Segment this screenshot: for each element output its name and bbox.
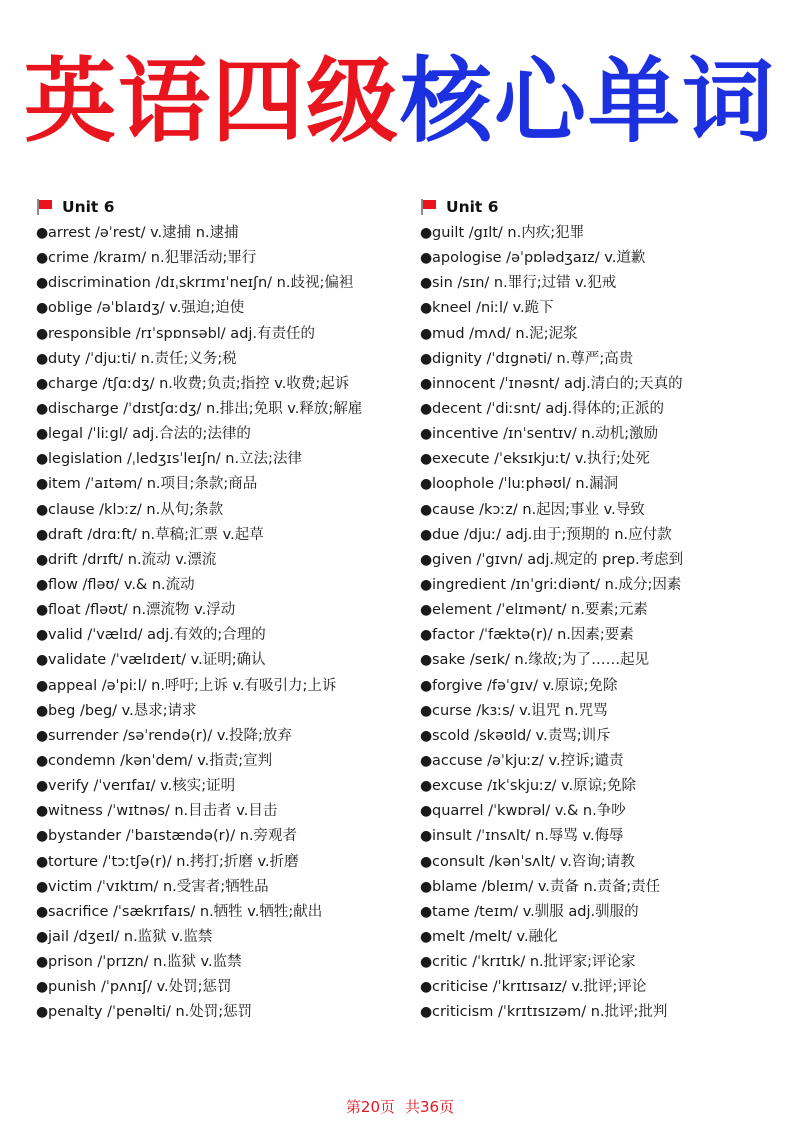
word-entry: drift /drɪft/ n.流动 v.漂流 bbox=[48, 551, 217, 568]
bullet-icon: ● bbox=[36, 476, 49, 493]
bullet-icon: ● bbox=[420, 426, 433, 443]
bullet-icon: ● bbox=[420, 878, 433, 895]
word-entry: cause /kɔːz/ n.起因;事业 v.导致 bbox=[432, 501, 645, 518]
unit-heading-left bbox=[36, 196, 416, 218]
word-entry: curse /kɜːs/ v.诅咒 n.咒骂 bbox=[432, 702, 608, 719]
title-red-part: 英语四级 bbox=[23, 48, 400, 155]
unit-label: Unit 6 bbox=[62, 198, 115, 216]
bullet-icon: ● bbox=[420, 778, 433, 795]
bullet-icon: ● bbox=[36, 275, 49, 292]
word-entry: ingredient /ɪnˈgriːdiənt/ n.成分;因素 bbox=[432, 576, 682, 593]
word-entry: critic /ˈkrɪtɪk/ n.批评家;评论家 bbox=[432, 954, 636, 971]
list-item bbox=[36, 422, 416, 447]
bullet-icon: ● bbox=[36, 426, 49, 443]
list-item bbox=[420, 850, 800, 875]
list-item bbox=[420, 623, 800, 648]
list-item bbox=[36, 925, 416, 950]
word-entry: beg /beg/ v.恳求;请求 bbox=[48, 702, 197, 719]
list-item bbox=[36, 372, 416, 397]
page-total: 共36页 bbox=[405, 1098, 455, 1116]
bullet-icon: ● bbox=[36, 752, 49, 769]
bullet-icon: ● bbox=[420, 702, 433, 719]
word-entry: consult /kənˈsʌlt/ v.咨询;请教 bbox=[432, 853, 635, 870]
bullet-icon: ● bbox=[420, 250, 433, 267]
list-item bbox=[420, 271, 800, 296]
word-entry: validate /ˈvælɪdeɪt/ v.证明;确认 bbox=[48, 652, 266, 669]
list-item bbox=[36, 397, 416, 422]
list-item bbox=[420, 472, 800, 497]
word-entry: criticism /ˈkrɪtɪsɪzəm/ n.批评;批判 bbox=[432, 1004, 668, 1021]
bullet-icon: ● bbox=[420, 652, 433, 669]
word-entry: crime /kraɪm/ n.犯罪活动;罪行 bbox=[48, 250, 257, 267]
word-entry: scold /skəʊld/ v.责骂;训斥 bbox=[432, 727, 611, 744]
list-item bbox=[420, 221, 800, 246]
list-item bbox=[420, 824, 800, 849]
list-item bbox=[420, 975, 800, 1000]
bullet-icon: ● bbox=[420, 526, 433, 543]
list-item bbox=[36, 623, 416, 648]
list-item bbox=[36, 674, 416, 699]
word-entry: verify /ˈverɪfaɪ/ v.核实;证明 bbox=[48, 778, 236, 795]
bullet-icon: ● bbox=[36, 350, 49, 367]
red-flag-icon bbox=[36, 199, 54, 215]
word-entry: guilt /gɪlt/ n.内疚;犯罪 bbox=[432, 225, 585, 241]
word-entry: penalty /ˈpenəlti/ n.处罚;惩罚 bbox=[48, 1004, 253, 1021]
bullet-icon: ● bbox=[420, 727, 433, 744]
list-item bbox=[420, 372, 800, 397]
list-item bbox=[420, 296, 800, 321]
list-item bbox=[36, 347, 416, 372]
bullet-icon: ● bbox=[420, 325, 433, 342]
bullet-icon: ● bbox=[420, 1004, 433, 1021]
list-item bbox=[420, 322, 800, 347]
word-entry: dignity /ˈdɪgnəti/ n.尊严;高贵 bbox=[432, 350, 634, 367]
right-column bbox=[420, 196, 800, 1026]
word-entry: appeal /əˈpiːl/ n.呼吁;上诉 v.有吸引力;上诉 bbox=[48, 677, 337, 694]
list-item bbox=[36, 523, 416, 548]
word-list-left bbox=[36, 221, 416, 1026]
list-item bbox=[420, 422, 800, 447]
word-entry: loophole /ˈluːphəʊl/ n.漏洞 bbox=[432, 476, 619, 493]
word-entry: valid /ˈvælɪd/ adj.有效的;合理的 bbox=[48, 627, 266, 644]
word-entry: torture /ˈtɔːtʃə(r)/ n.拷打;折磨 v.折磨 bbox=[48, 853, 299, 870]
word-entry: sin /sɪn/ n.罪行;过错 v.犯戒 bbox=[432, 275, 617, 292]
bullet-icon: ● bbox=[420, 828, 433, 845]
list-item bbox=[420, 648, 800, 673]
list-item bbox=[36, 850, 416, 875]
bullet-icon: ● bbox=[36, 727, 49, 744]
list-item bbox=[420, 724, 800, 749]
word-entry: sacrifice /ˈsækrɪfaɪs/ n.牺牲 v.牺牲;献出 bbox=[48, 903, 323, 920]
word-entry: apologise /əˈpɒlədʒaɪz/ v.道歉 bbox=[432, 250, 646, 267]
left-column bbox=[36, 196, 416, 1026]
word-entry: kneel /niːl/ v.跪下 bbox=[432, 300, 554, 317]
list-item bbox=[36, 447, 416, 472]
word-entry: forgive /fəˈgɪv/ v.原谅;免除 bbox=[432, 677, 618, 694]
list-item bbox=[36, 774, 416, 799]
list-item bbox=[420, 598, 800, 623]
list-item bbox=[420, 246, 800, 271]
bullet-icon: ● bbox=[420, 300, 433, 317]
bullet-icon: ● bbox=[36, 602, 49, 619]
list-item bbox=[420, 950, 800, 975]
bullet-icon: ● bbox=[36, 225, 49, 241]
word-entry: criticise /ˈkrɪtɪsaɪz/ v.批评;评论 bbox=[432, 979, 647, 996]
list-item bbox=[36, 1000, 416, 1025]
page-footer bbox=[0, 1096, 800, 1117]
bullet-icon: ● bbox=[420, 979, 433, 996]
page-title bbox=[0, 42, 800, 162]
list-item bbox=[36, 975, 416, 1000]
word-entry: float /fləʊt/ n.漂流物 v.浮动 bbox=[48, 602, 236, 619]
word-entry: insult /ˈɪnsʌlt/ n.辱骂 v.侮辱 bbox=[432, 828, 624, 845]
word-entry: legal /ˈliːgl/ adj.合法的;法律的 bbox=[48, 426, 251, 443]
red-flag-icon bbox=[420, 199, 438, 215]
bullet-icon: ● bbox=[420, 501, 433, 518]
bullet-icon: ● bbox=[420, 476, 433, 493]
word-entry: flow /fləʊ/ v.& n.流动 bbox=[48, 576, 195, 593]
bullet-icon: ● bbox=[420, 954, 433, 971]
word-entry: responsible /rɪˈspɒnsəbl/ adj.有责任的 bbox=[48, 325, 316, 342]
bullet-icon: ● bbox=[36, 903, 49, 920]
word-entry: surrender /səˈrendə(r)/ v.投降;放弃 bbox=[48, 727, 292, 744]
word-entry: charge /tʃɑːdʒ/ n.收费;负责;指控 v.收费;起诉 bbox=[48, 375, 350, 392]
bullet-icon: ● bbox=[36, 652, 49, 669]
list-item bbox=[420, 347, 800, 372]
word-entry: oblige /əˈblaɪdʒ/ v.强迫;迫使 bbox=[48, 300, 245, 317]
list-item bbox=[36, 573, 416, 598]
list-item bbox=[420, 498, 800, 523]
bullet-icon: ● bbox=[36, 627, 49, 644]
list-item bbox=[420, 573, 800, 598]
bullet-icon: ● bbox=[420, 551, 433, 568]
list-item bbox=[420, 1000, 800, 1025]
bullet-icon: ● bbox=[36, 375, 49, 392]
bullet-icon: ● bbox=[36, 828, 49, 845]
word-entry: decent /ˈdiːsnt/ adj.得体的;正派的 bbox=[432, 400, 665, 417]
list-item bbox=[420, 875, 800, 900]
bullet-icon: ● bbox=[420, 275, 433, 292]
bullet-icon: ● bbox=[420, 375, 433, 392]
bullet-icon: ● bbox=[36, 250, 49, 267]
word-entry: condemn /kənˈdem/ v.指责;宣判 bbox=[48, 752, 273, 769]
bullet-icon: ● bbox=[420, 752, 433, 769]
word-entry: duty /ˈdjuːti/ n.责任;义务;税 bbox=[48, 350, 237, 367]
bullet-icon: ● bbox=[420, 576, 433, 593]
word-entry: blame /bleɪm/ v.责备 n.责备;责任 bbox=[432, 878, 661, 895]
list-item bbox=[36, 699, 416, 724]
bullet-icon: ● bbox=[36, 928, 49, 945]
list-item bbox=[420, 699, 800, 724]
word-entry: innocent /ˈɪnəsnt/ adj.清白的;天真的 bbox=[432, 375, 683, 392]
bullet-icon: ● bbox=[36, 400, 49, 417]
word-entry: execute /ˈeksɪkjuːt/ v.执行;处死 bbox=[432, 451, 650, 468]
bullet-icon: ● bbox=[36, 501, 49, 518]
unit-label: Unit 6 bbox=[446, 198, 499, 216]
list-item bbox=[36, 322, 416, 347]
list-item bbox=[36, 648, 416, 673]
bullet-icon: ● bbox=[420, 350, 433, 367]
list-item bbox=[36, 900, 416, 925]
bullet-icon: ● bbox=[420, 803, 433, 820]
word-entry: arrest /əˈrest/ v.逮捕 n.逮捕 bbox=[48, 225, 239, 241]
bullet-icon: ● bbox=[420, 627, 433, 644]
bullet-icon: ● bbox=[36, 451, 49, 468]
list-item bbox=[36, 271, 416, 296]
word-entry: victim /ˈvɪktɪm/ n.受害者;牺牲品 bbox=[48, 878, 269, 895]
list-item bbox=[36, 749, 416, 774]
bullet-icon: ● bbox=[420, 451, 433, 468]
bullet-icon: ● bbox=[420, 602, 433, 619]
list-item bbox=[36, 875, 416, 900]
word-entry: accuse /əˈkjuːz/ v.控诉;谴责 bbox=[432, 752, 624, 769]
list-item bbox=[420, 749, 800, 774]
word-entry: bystander /ˈbaɪstændə(r)/ n.旁观者 bbox=[48, 828, 298, 845]
title-blue-part: 核心单词 bbox=[400, 48, 777, 155]
word-entry: melt /melt/ v.融化 bbox=[432, 928, 558, 945]
word-entry: incentive /ɪnˈsentɪv/ n.动机;激励 bbox=[432, 426, 659, 443]
list-item bbox=[420, 799, 800, 824]
list-item bbox=[36, 296, 416, 321]
unit-heading-right bbox=[420, 196, 800, 218]
list-item bbox=[36, 824, 416, 849]
bullet-icon: ● bbox=[36, 979, 49, 996]
list-item bbox=[36, 724, 416, 749]
list-item bbox=[36, 498, 416, 523]
list-item bbox=[420, 674, 800, 699]
word-entry: prison /ˈprɪzn/ n.监狱 v.监禁 bbox=[48, 954, 242, 971]
word-entry: legislation /ˌledʒɪsˈleɪʃn/ n.立法;法律 bbox=[48, 451, 302, 468]
list-item bbox=[36, 246, 416, 271]
bullet-icon: ● bbox=[420, 903, 433, 920]
bullet-icon: ● bbox=[36, 300, 49, 317]
list-item bbox=[420, 900, 800, 925]
list-item bbox=[36, 598, 416, 623]
bullet-icon: ● bbox=[420, 225, 433, 241]
word-entry: sake /seɪk/ n.缘故;为了……起见 bbox=[432, 652, 650, 669]
bullet-icon: ● bbox=[36, 778, 49, 795]
list-item bbox=[36, 950, 416, 975]
bullet-icon: ● bbox=[36, 677, 49, 694]
list-item bbox=[420, 925, 800, 950]
word-entry: item /ˈaɪtəm/ n.项目;条款;商品 bbox=[48, 476, 258, 493]
word-entry: excuse /ɪkˈskjuːz/ v.原谅;免除 bbox=[432, 778, 637, 795]
word-entry: tame /teɪm/ v.驯服 adj.驯服的 bbox=[432, 903, 639, 920]
word-entry: punish /ˈpʌnɪʃ/ v.处罚;惩罚 bbox=[48, 979, 232, 996]
bullet-icon: ● bbox=[420, 853, 433, 870]
list-item bbox=[420, 548, 800, 573]
bullet-icon: ● bbox=[36, 878, 49, 895]
word-entry: discharge /ˈdɪstʃɑːdʒ/ n.排出;免职 v.释放;解雇 bbox=[48, 400, 363, 417]
word-entry: witness /ˈwɪtnəs/ n.目击者 v.目击 bbox=[48, 803, 278, 820]
list-item bbox=[420, 397, 800, 422]
list-item bbox=[420, 447, 800, 472]
bullet-icon: ● bbox=[36, 954, 49, 971]
bullet-icon: ● bbox=[36, 551, 49, 568]
bullet-icon: ● bbox=[36, 325, 49, 342]
bullet-icon: ● bbox=[36, 526, 49, 543]
bullet-icon: ● bbox=[36, 853, 49, 870]
word-entry: given /ˈgɪvn/ adj.规定的 prep.考虑到 bbox=[432, 551, 684, 568]
bullet-icon: ● bbox=[420, 677, 433, 694]
word-entry: mud /mʌd/ n.泥;泥浆 bbox=[432, 325, 578, 342]
bullet-icon: ● bbox=[36, 702, 49, 719]
list-item bbox=[420, 523, 800, 548]
word-entry: factor /ˈfæktə(r)/ n.因素;要素 bbox=[432, 627, 634, 644]
list-item bbox=[420, 774, 800, 799]
list-item bbox=[36, 799, 416, 824]
bullet-icon: ● bbox=[36, 576, 49, 593]
list-item bbox=[36, 548, 416, 573]
word-entry: quarrel /ˈkwɒrəl/ v.& n.争吵 bbox=[432, 803, 626, 820]
word-entry: jail /dʒeɪl/ n.监狱 v.监禁 bbox=[48, 928, 213, 945]
word-entry: draft /drɑːft/ n.草稿;汇票 v.起草 bbox=[48, 526, 264, 543]
word-entry: due /djuː/ adj.由于;预期的 n.应付款 bbox=[432, 526, 672, 543]
word-entry: element /ˈelɪmənt/ n.要素;元素 bbox=[432, 602, 648, 619]
word-list-right bbox=[420, 221, 800, 1026]
bullet-icon: ● bbox=[420, 400, 433, 417]
bullet-icon: ● bbox=[420, 928, 433, 945]
bullet-icon: ● bbox=[36, 803, 49, 820]
list-item bbox=[36, 221, 416, 246]
list-item bbox=[36, 472, 416, 497]
word-entry: discrimination /dɪˌskrɪmɪˈneɪʃn/ n.歧视;偏袒 bbox=[48, 275, 354, 292]
word-entry: clause /klɔːz/ n.从句;条款 bbox=[48, 501, 224, 518]
page-number: 第20页 bbox=[345, 1098, 395, 1116]
bullet-icon: ● bbox=[36, 1004, 49, 1021]
